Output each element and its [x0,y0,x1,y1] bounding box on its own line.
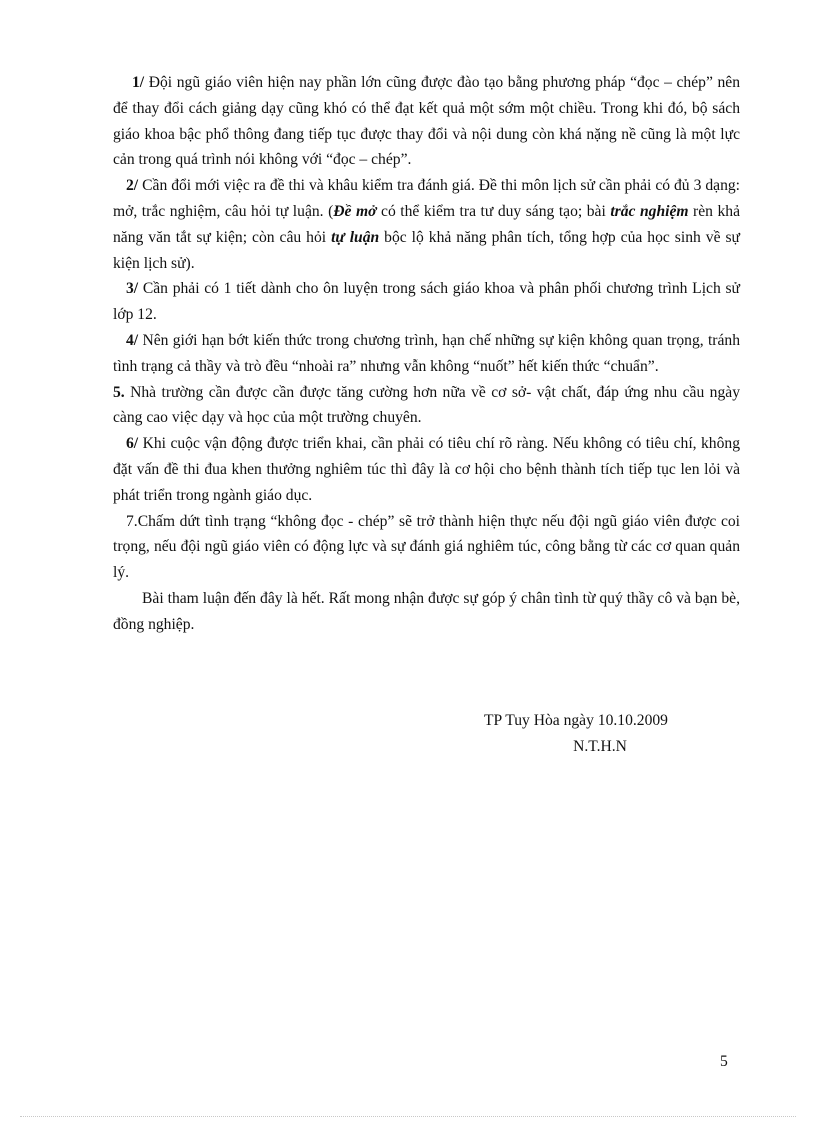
closing-paragraph: Bài tham luận đến đây là hết. Rất mong nhận được sự góp ý chân tình từ quý thầy cô và bạn bè, đồng nghiệp. [113,589,740,633]
item-number: 1/ [132,74,145,91]
paragraph-3 [113,276,740,328]
author-initials: N.T.H.N [573,737,627,755]
item-number: 7. [126,512,138,530]
item-number: 2/ [126,177,139,195]
paragraph-text: bộc lộ khả năng phân tích, tổng hợp của học sinh về sự kiện lịch sử). [113,228,740,272]
paragraph-text: Đội ngũ giáo viên hiện nay phần lớn cũng được đào tạo bằng phương pháp “đọc – chép” nên để thay đổi cách giảng dạy cũng khó có thể đạt kết quả một sớm một chiều. Trong khi đó, bộ sách giáo khoa bậc phổ thông đang tiếp tục được thay đổi và nội dung còn khá nặng nề cũng là một lực cản trong quá trình nói không với “đọc – chép”. [113,74,740,169]
paragraph-text: rèn khả năng văn tắt sự kiện; còn câu hỏi [113,202,740,246]
paragraph-text: có thể kiểm tra tư duy sáng tạo; bài [376,202,611,220]
paragraph-6 [113,431,740,508]
signature-block [480,708,720,760]
document-body [113,70,740,638]
paragraph-text: Cần phải có 1 tiết dành cho ôn luyện trong sách giáo khoa và phân phối chương trình Lịch sử lớp 12. [113,280,740,324]
emphasis-text: tự luận [331,228,380,246]
item-number: 5. [113,383,125,401]
paragraph-text: Nên giới hạn bớt kiến thức trong chương trình, hạn chế những sự kiện không quan trọng, tránh tình trạng cả thầy và trò đều “nhoài ra” nhưng vẫn không “nuốt” hết kiến thức “chuẩn”. [113,331,740,375]
paragraph-4 [113,328,740,380]
item-number: 6/ [126,435,139,453]
paragraph-5 [113,380,740,432]
paragraph-7 [113,509,740,586]
paragraph-1 [113,70,740,173]
item-number: 4/ [126,331,139,349]
page-number: 5 [720,1053,728,1070]
paragraph-text: Nhà trường cần được cần được tăng cường hơn nữa về cơ sở- vật chất, đáp ứng nhu cầu ngày càng cao việc dạy và học của một trường chuyên. [113,383,740,427]
paragraph-2 [113,173,740,276]
place-date: TP Tuy Hòa ngày 10.10.2009 [484,712,668,729]
paragraph-text: Khi cuộc vận động được triển khai, cần phải có tiêu chí rõ ràng. Nếu không có tiêu chí, không đặt vấn đề thi đua khen thưởng nghiêm túc thì đây là cơ hội cho bệnh thành tích tiếp tục len lỏi và phát triển trong ngành giáo dục. [113,435,740,504]
paragraph-text: Cần đổi mới việc ra đề thi và khâu kiểm tra đánh giá. Đề thi môn lịch sử cần phải có đủ 3 dạng: mở, trắc nghiệm, câu hỏi tự luận. ( [113,177,740,220]
emphasis-text: trắc nghiệm [610,202,689,220]
paragraph-text: Chấm dứt tình trạng “không đọc - chép” sẽ trở thành hiện thực nếu đội ngũ giáo viên được coi trọng, nếu đội ngũ giáo viên có động lực và sự đánh giá nghiêm túc, công bằng từ các cơ quan quản lý. [113,512,740,582]
page-bottom-divider [20,1116,796,1117]
item-number: 3/ [126,280,139,298]
emphasis-text: Đề mở [333,202,377,220]
